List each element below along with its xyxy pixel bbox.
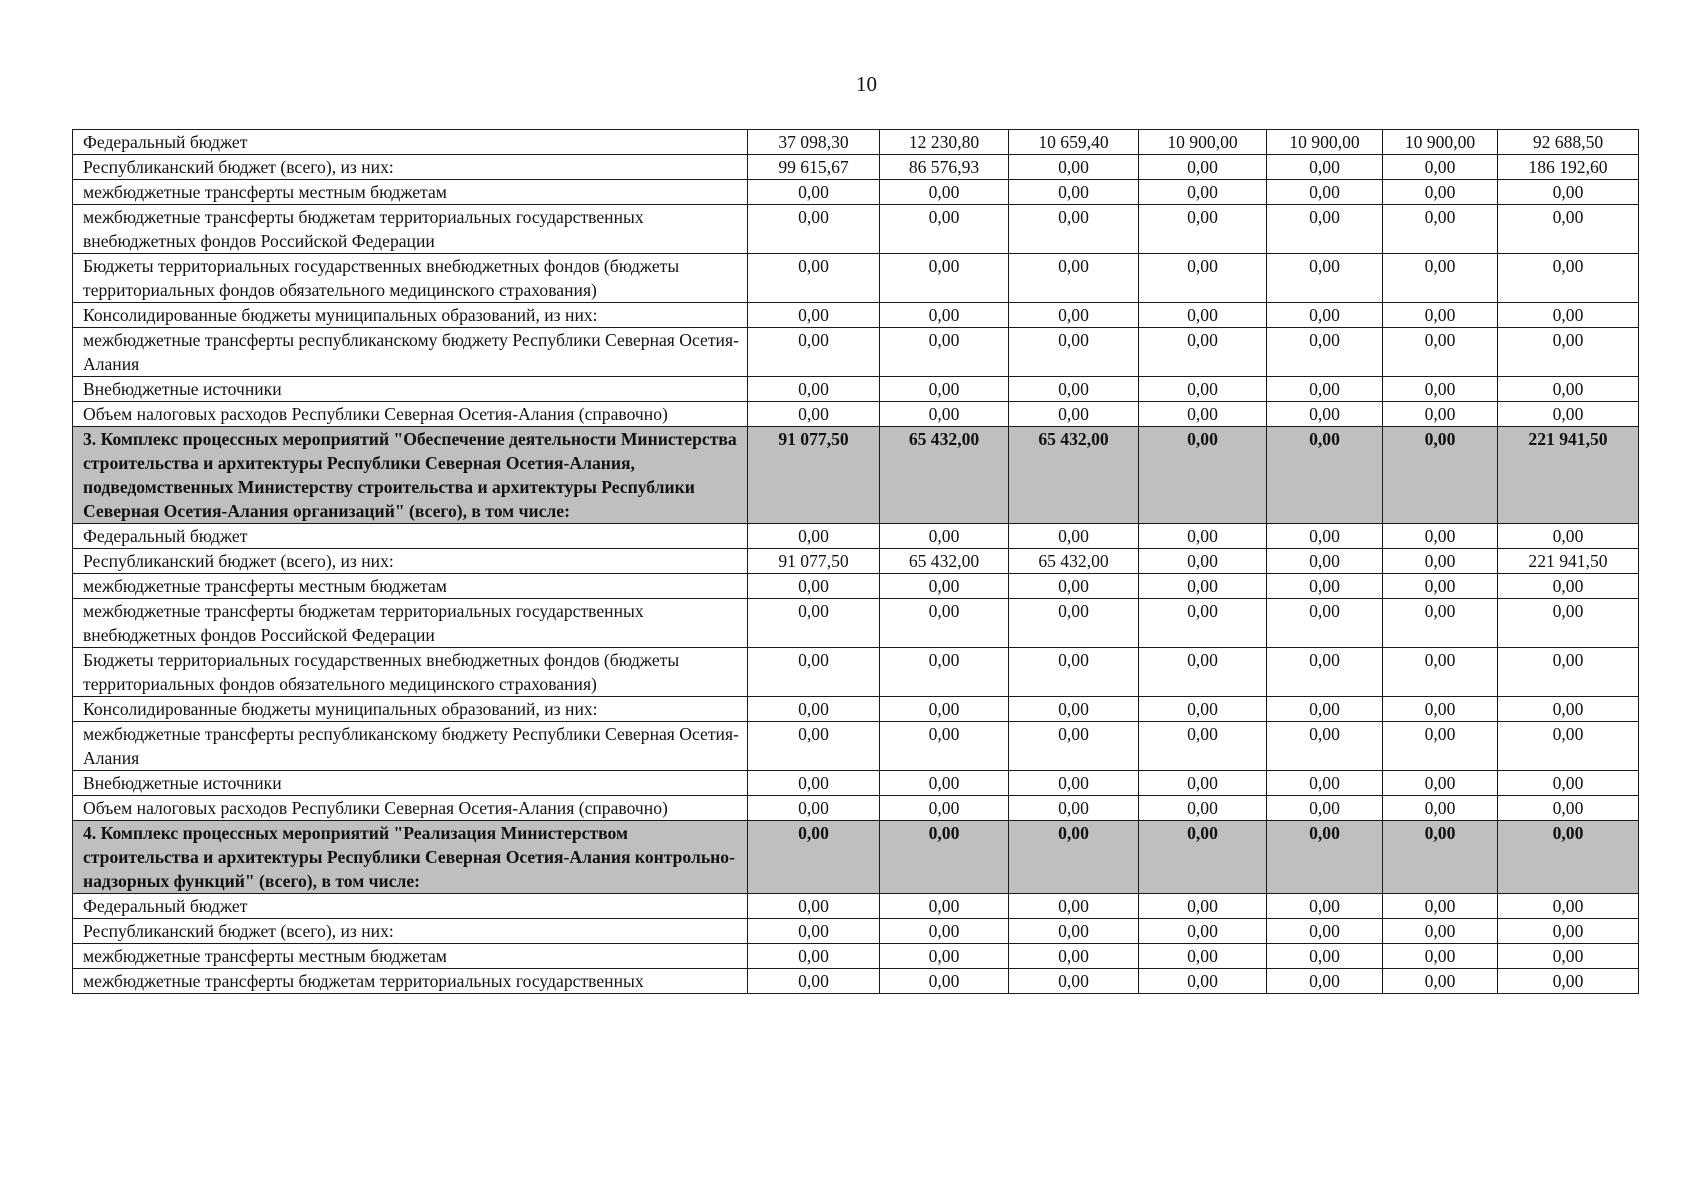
value-cell-year-3: 0,00 — [1009, 944, 1139, 969]
value-cell-year-5: 0,00 — [1267, 549, 1383, 574]
value-cell-year-2: 0,00 — [880, 894, 1009, 919]
value-cell-year-6: 0,00 — [1383, 303, 1498, 328]
row-label: Федеральный бюджет — [73, 894, 748, 919]
value-cell-total: 0,00 — [1498, 919, 1639, 944]
table-row — [73, 377, 1639, 402]
value-cell-total: 0,00 — [1498, 697, 1639, 722]
value-cell-total: 0,00 — [1498, 599, 1639, 648]
value-cell-year-6: 0,00 — [1383, 969, 1498, 994]
value-cell-year-6: 0,00 — [1383, 427, 1498, 524]
value-cell-year-4: 0,00 — [1139, 722, 1267, 771]
budget-table — [72, 129, 1639, 994]
value-cell-total: 0,00 — [1498, 402, 1639, 427]
value-cell-year-5: 0,00 — [1267, 205, 1383, 254]
value-cell-year-5: 0,00 — [1267, 969, 1383, 994]
value-cell-year-5: 0,00 — [1267, 402, 1383, 427]
value-cell-total: 0,00 — [1498, 303, 1639, 328]
value-cell-year-6: 0,00 — [1383, 697, 1498, 722]
value-cell-year-6: 0,00 — [1383, 524, 1498, 549]
row-label: межбюджетные трансферты местным бюджетам — [73, 944, 748, 969]
value-cell-year-5: 0,00 — [1267, 427, 1383, 524]
value-cell-year-2: 0,00 — [880, 524, 1009, 549]
value-cell-year-4: 0,00 — [1139, 697, 1267, 722]
value-cell-total: 0,00 — [1498, 205, 1639, 254]
value-cell-year-5: 0,00 — [1267, 796, 1383, 821]
value-cell-year-4: 0,00 — [1139, 944, 1267, 969]
value-cell-year-2: 0,00 — [880, 796, 1009, 821]
value-cell-year-5: 0,00 — [1267, 821, 1383, 894]
table-row — [73, 771, 1639, 796]
value-cell-year-6: 0,00 — [1383, 894, 1498, 919]
value-cell-total: 92 688,50 — [1498, 130, 1639, 155]
value-cell-year-3: 0,00 — [1009, 697, 1139, 722]
value-cell-year-2: 0,00 — [880, 402, 1009, 427]
value-cell-year-2: 0,00 — [880, 303, 1009, 328]
value-cell-year-5: 0,00 — [1267, 574, 1383, 599]
value-cell-year-5: 0,00 — [1267, 919, 1383, 944]
value-cell-year-6: 0,00 — [1383, 796, 1498, 821]
table-row — [73, 402, 1639, 427]
value-cell-year-2: 65 432,00 — [880, 427, 1009, 524]
value-cell-year-1: 99 615,67 — [748, 155, 880, 180]
section-row — [73, 821, 1639, 894]
value-cell-year-5: 0,00 — [1267, 328, 1383, 377]
value-cell-year-5: 0,00 — [1267, 599, 1383, 648]
value-cell-year-4: 0,00 — [1139, 549, 1267, 574]
value-cell-year-1: 0,00 — [748, 180, 880, 205]
value-cell-year-6: 0,00 — [1383, 549, 1498, 574]
value-cell-year-5: 0,00 — [1267, 771, 1383, 796]
table-row — [73, 205, 1639, 254]
table-row — [73, 130, 1639, 155]
value-cell-total: 0,00 — [1498, 377, 1639, 402]
value-cell-year-3: 0,00 — [1009, 524, 1139, 549]
value-cell-year-1: 0,00 — [748, 919, 880, 944]
value-cell-year-4: 0,00 — [1139, 524, 1267, 549]
value-cell-year-1: 0,00 — [748, 796, 880, 821]
table-row — [73, 574, 1639, 599]
value-cell-year-4: 0,00 — [1139, 599, 1267, 648]
value-cell-year-4: 0,00 — [1139, 574, 1267, 599]
row-label: Внебюджетные источники — [73, 377, 748, 402]
value-cell-year-1: 0,00 — [748, 894, 880, 919]
value-cell-year-3: 0,00 — [1009, 821, 1139, 894]
value-cell-year-4: 0,00 — [1139, 180, 1267, 205]
value-cell-year-1: 0,00 — [748, 303, 880, 328]
value-cell-year-3: 0,00 — [1009, 303, 1139, 328]
section-row — [73, 427, 1639, 524]
table-row — [73, 919, 1639, 944]
value-cell-year-5: 0,00 — [1267, 180, 1383, 205]
value-cell-year-5: 0,00 — [1267, 894, 1383, 919]
value-cell-year-6: 0,00 — [1383, 254, 1498, 303]
value-cell-year-2: 0,00 — [880, 254, 1009, 303]
value-cell-year-4: 0,00 — [1139, 205, 1267, 254]
value-cell-year-2: 0,00 — [880, 377, 1009, 402]
table-row — [73, 524, 1639, 549]
value-cell-total: 186 192,60 — [1498, 155, 1639, 180]
value-cell-total: 0,00 — [1498, 796, 1639, 821]
row-label: межбюджетные трансферты местным бюджетам — [73, 574, 748, 599]
value-cell-year-6: 0,00 — [1383, 919, 1498, 944]
value-cell-year-4: 10 900,00 — [1139, 130, 1267, 155]
row-label: Бюджеты территориальных государственных внебюджетных фондов (бюджеты территориальных фондов обязательного медицинского страхования) — [73, 254, 748, 303]
value-cell-year-5: 0,00 — [1267, 155, 1383, 180]
value-cell-year-5: 0,00 — [1267, 648, 1383, 697]
value-cell-year-4: 0,00 — [1139, 894, 1267, 919]
value-cell-year-5: 0,00 — [1267, 377, 1383, 402]
value-cell-year-6: 0,00 — [1383, 574, 1498, 599]
value-cell-year-2: 0,00 — [880, 697, 1009, 722]
value-cell-year-3: 0,00 — [1009, 402, 1139, 427]
table-row — [73, 303, 1639, 328]
value-cell-year-2: 0,00 — [880, 648, 1009, 697]
value-cell-total: 0,00 — [1498, 969, 1639, 994]
value-cell-year-6: 0,00 — [1383, 599, 1498, 648]
value-cell-year-6: 0,00 — [1383, 944, 1498, 969]
value-cell-year-2: 0,00 — [880, 919, 1009, 944]
value-cell-year-1: 0,00 — [748, 205, 880, 254]
value-cell-year-2: 0,00 — [880, 771, 1009, 796]
table-row — [73, 328, 1639, 377]
value-cell-year-4: 0,00 — [1139, 377, 1267, 402]
value-cell-year-2: 0,00 — [880, 328, 1009, 377]
value-cell-year-2: 0,00 — [880, 944, 1009, 969]
value-cell-year-4: 0,00 — [1139, 648, 1267, 697]
value-cell-year-5: 10 900,00 — [1267, 130, 1383, 155]
value-cell-year-5: 0,00 — [1267, 944, 1383, 969]
value-cell-year-1: 37 098,30 — [748, 130, 880, 155]
value-cell-total: 0,00 — [1498, 574, 1639, 599]
value-cell-year-6: 0,00 — [1383, 722, 1498, 771]
value-cell-year-3: 65 432,00 — [1009, 427, 1139, 524]
value-cell-year-6: 0,00 — [1383, 377, 1498, 402]
value-cell-year-5: 0,00 — [1267, 303, 1383, 328]
value-cell-year-3: 0,00 — [1009, 328, 1139, 377]
row-label: Республиканский бюджет (всего), из них: — [73, 549, 748, 574]
value-cell-year-2: 0,00 — [880, 599, 1009, 648]
value-cell-total: 0,00 — [1498, 524, 1639, 549]
row-label: межбюджетные трансферты бюджетам территориальных государственных внебюджетных фондов Российской Федерации — [73, 599, 748, 648]
value-cell-year-3: 0,00 — [1009, 796, 1139, 821]
value-cell-total: 221 941,50 — [1498, 549, 1639, 574]
row-label: Республиканский бюджет (всего), из них: — [73, 919, 748, 944]
value-cell-year-4: 0,00 — [1139, 303, 1267, 328]
table-row — [73, 894, 1639, 919]
table-row — [73, 796, 1639, 821]
value-cell-year-2: 0,00 — [880, 205, 1009, 254]
value-cell-year-3: 0,00 — [1009, 599, 1139, 648]
value-cell-year-3: 0,00 — [1009, 574, 1139, 599]
value-cell-year-1: 0,00 — [748, 377, 880, 402]
value-cell-year-3: 65 432,00 — [1009, 549, 1139, 574]
value-cell-year-1: 91 077,50 — [748, 427, 880, 524]
value-cell-total: 0,00 — [1498, 821, 1639, 894]
row-label: Федеральный бюджет — [73, 524, 748, 549]
value-cell-year-4: 0,00 — [1139, 919, 1267, 944]
value-cell-year-3: 0,00 — [1009, 254, 1139, 303]
table-row — [73, 180, 1639, 205]
value-cell-year-4: 0,00 — [1139, 155, 1267, 180]
value-cell-year-4: 0,00 — [1139, 796, 1267, 821]
value-cell-year-3: 0,00 — [1009, 205, 1139, 254]
value-cell-year-3: 0,00 — [1009, 722, 1139, 771]
value-cell-year-4: 0,00 — [1139, 254, 1267, 303]
value-cell-year-2: 65 432,00 — [880, 549, 1009, 574]
value-cell-year-6: 0,00 — [1383, 771, 1498, 796]
value-cell-year-1: 0,00 — [748, 821, 880, 894]
value-cell-year-6: 0,00 — [1383, 821, 1498, 894]
value-cell-year-6: 0,00 — [1383, 155, 1498, 180]
value-cell-year-1: 0,00 — [748, 328, 880, 377]
value-cell-year-1: 91 077,50 — [748, 549, 880, 574]
value-cell-year-1: 0,00 — [748, 771, 880, 796]
value-cell-total: 0,00 — [1498, 722, 1639, 771]
value-cell-year-1: 0,00 — [748, 969, 880, 994]
value-cell-year-3: 0,00 — [1009, 155, 1139, 180]
value-cell-year-6: 0,00 — [1383, 648, 1498, 697]
value-cell-year-2: 0,00 — [880, 969, 1009, 994]
value-cell-year-6: 0,00 — [1383, 328, 1498, 377]
row-label: 4. Комплекс процессных мероприятий "Реализация Министерством строительства и архитектуры Республики Северная Осетия-Алания контрольно-надзорных функций" (всего), в том числе: — [73, 821, 748, 894]
row-label: межбюджетные трансферты бюджетам территориальных государственных внебюджетных фондов Российской Федерации — [73, 205, 748, 254]
value-cell-year-1: 0,00 — [748, 402, 880, 427]
value-cell-year-2: 0,00 — [880, 574, 1009, 599]
value-cell-year-1: 0,00 — [748, 722, 880, 771]
value-cell-total: 0,00 — [1498, 648, 1639, 697]
row-label: Бюджеты территориальных государственных внебюджетных фондов (бюджеты территориальных фондов обязательного медицинского страхования) — [73, 648, 748, 697]
budget-table-body — [73, 130, 1639, 994]
value-cell-year-1: 0,00 — [748, 574, 880, 599]
row-label: межбюджетные трансферты республиканскому бюджету Республики Северная Осетия-Алания — [73, 328, 748, 377]
table-row — [73, 697, 1639, 722]
value-cell-total: 0,00 — [1498, 771, 1639, 796]
value-cell-total: 0,00 — [1498, 894, 1639, 919]
value-cell-year-6: 0,00 — [1383, 180, 1498, 205]
value-cell-year-4: 0,00 — [1139, 969, 1267, 994]
row-label: межбюджетные трансферты бюджетам территориальных государственных — [73, 969, 748, 994]
value-cell-total: 221 941,50 — [1498, 427, 1639, 524]
value-cell-year-5: 0,00 — [1267, 722, 1383, 771]
table-row — [73, 722, 1639, 771]
value-cell-year-3: 0,00 — [1009, 894, 1139, 919]
value-cell-year-5: 0,00 — [1267, 254, 1383, 303]
table-row — [73, 944, 1639, 969]
value-cell-year-2: 0,00 — [880, 180, 1009, 205]
value-cell-year-3: 0,00 — [1009, 771, 1139, 796]
value-cell-year-1: 0,00 — [748, 524, 880, 549]
row-label: Консолидированные бюджеты муниципальных образований, из них: — [73, 303, 748, 328]
row-label: межбюджетные трансферты местным бюджетам — [73, 180, 748, 205]
value-cell-year-4: 0,00 — [1139, 427, 1267, 524]
value-cell-total: 0,00 — [1498, 180, 1639, 205]
value-cell-year-6: 0,00 — [1383, 402, 1498, 427]
table-row — [73, 155, 1639, 180]
value-cell-year-6: 0,00 — [1383, 205, 1498, 254]
value-cell-year-5: 0,00 — [1267, 524, 1383, 549]
row-label: Внебюджетные источники — [73, 771, 748, 796]
value-cell-year-2: 12 230,80 — [880, 130, 1009, 155]
value-cell-year-3: 0,00 — [1009, 969, 1139, 994]
value-cell-year-1: 0,00 — [748, 599, 880, 648]
value-cell-year-1: 0,00 — [748, 648, 880, 697]
value-cell-year-3: 0,00 — [1009, 919, 1139, 944]
value-cell-year-3: 0,00 — [1009, 377, 1139, 402]
value-cell-year-4: 0,00 — [1139, 771, 1267, 796]
row-label: 3. Комплекс процессных мероприятий "Обеспечение деятельности Министерства строительства и архитектуры Республики Северная Осетия-Алания, подведомственных Министерству строительства и архитектуры Республики Северная Осетия-Алания организаций" (всего), в том числе: — [73, 427, 748, 524]
value-cell-year-2: 0,00 — [880, 722, 1009, 771]
row-label: Объем налоговых расходов Республики Северная Осетия-Алания (справочно) — [73, 796, 748, 821]
row-label: межбюджетные трансферты республиканскому бюджету Республики Северная Осетия-Алания — [73, 722, 748, 771]
value-cell-year-3: 10 659,40 — [1009, 130, 1139, 155]
row-label: Объем налоговых расходов Республики Северная Осетия-Алания (справочно) — [73, 402, 748, 427]
value-cell-year-1: 0,00 — [748, 944, 880, 969]
value-cell-year-1: 0,00 — [748, 697, 880, 722]
value-cell-total: 0,00 — [1498, 254, 1639, 303]
table-row — [73, 969, 1639, 994]
table-row — [73, 648, 1639, 697]
value-cell-year-1: 0,00 — [748, 254, 880, 303]
row-label: Федеральный бюджет — [73, 130, 748, 155]
row-label: Консолидированные бюджеты муниципальных образований, из них: — [73, 697, 748, 722]
value-cell-year-5: 0,00 — [1267, 697, 1383, 722]
value-cell-total: 0,00 — [1498, 328, 1639, 377]
value-cell-year-2: 86 576,93 — [880, 155, 1009, 180]
table-row — [73, 549, 1639, 574]
page-number: 10 — [856, 72, 877, 96]
value-cell-year-4: 0,00 — [1139, 328, 1267, 377]
value-cell-total: 0,00 — [1498, 944, 1639, 969]
value-cell-year-3: 0,00 — [1009, 648, 1139, 697]
row-label: Республиканский бюджет (всего), из них: — [73, 155, 748, 180]
value-cell-year-3: 0,00 — [1009, 180, 1139, 205]
value-cell-year-2: 0,00 — [880, 821, 1009, 894]
value-cell-year-4: 0,00 — [1139, 821, 1267, 894]
table-row — [73, 599, 1639, 648]
table-row — [73, 254, 1639, 303]
value-cell-year-6: 10 900,00 — [1383, 130, 1498, 155]
value-cell-year-4: 0,00 — [1139, 402, 1267, 427]
